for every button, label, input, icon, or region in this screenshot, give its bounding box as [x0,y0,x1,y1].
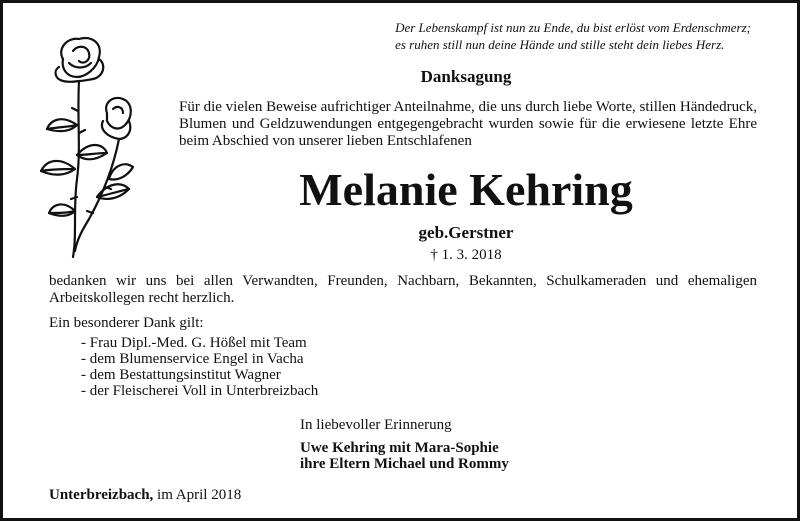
maiden-name: geb.Gerstner [418,223,514,242]
motto-verse [395,19,751,53]
death-date: † 1. 3. 2018 [430,247,502,263]
motto-line-1: Der Lebenskampf ist nun zu Ende, du bist erlöst vom Erdenschmerz; [395,20,751,35]
memory-line: In liebevoller Erinnerung [300,417,452,433]
signer-line-2: ihre Eltern Michael und Rommy [300,456,509,472]
heading-thanks: Danksagung [420,67,512,86]
thanks-paragraph: bedanken wir uns bei allen Verwandten, Freunden, Nachbarn, Bekannten, Schulkameraden und ehemaligen Arbeitskollegen recht herzlich. [49,273,757,306]
signers [300,440,509,472]
rose-illustration [33,29,145,261]
special-thanks-intro: Ein besonderer Dank gilt: [49,315,204,331]
date: im April 2018 [157,487,242,503]
place: Unterbreizbach, [49,487,154,503]
special-thanks-list [81,335,318,399]
signer-line-1: Uwe Kehring mit Mara-Sophie [300,440,499,456]
motto-line-2: es ruhen still nun deine Hände und stille steht dein liebes Herz. [395,37,725,52]
place-date [49,487,241,504]
deceased-name: Melanie Kehring [299,164,633,215]
list-item: - dem Bestattungsinstitut Wagner [81,367,281,383]
list-item: - dem Blumenservice Engel in Vacha [81,351,304,367]
list-item: - Frau Dipl.-Med. G. Hößel mit Team [81,335,307,351]
intro-paragraph: Für die vielen Beweise aufrichtiger Anteilnahme, die uns durch liebe Worte, stillen Händedruck, Blumen und Geldzuwendungen entgegengebracht wurden sowie für die erwiesene letzte Ehre beim Abschied von unserer lieben Entschlafenen [179,99,757,149]
list-item: - der Fleischerei Voll in Unterbreizbach [81,383,319,399]
